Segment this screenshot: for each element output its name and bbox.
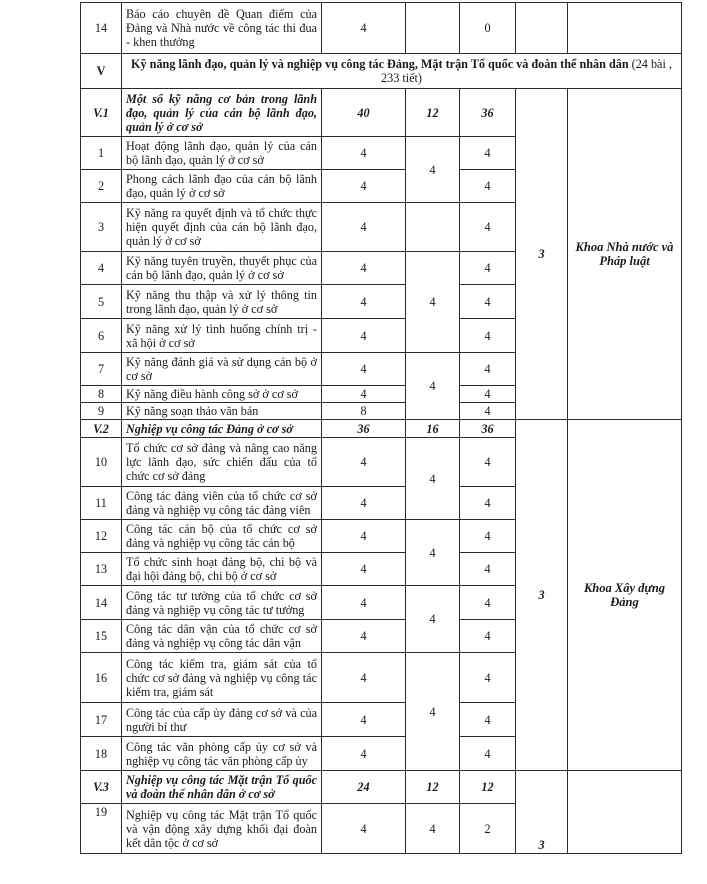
- row-number: 2: [81, 170, 122, 203]
- lesson-title: Công tác của cấp ủy đảng cơ sở và của người bí thư: [122, 703, 322, 737]
- hours-cell: 4: [322, 353, 406, 386]
- empty-cell: [406, 203, 460, 252]
- row-number: 14: [81, 586, 122, 620]
- subsection-number: V.3: [81, 771, 122, 804]
- hours-cell: 4: [460, 520, 516, 553]
- section-title-text: Kỹ năng lãnh đạo, quản lý và nghiệp vụ công tác Đảng, Mặt trận Tổ quốc và đoàn thể nhân dân: [131, 57, 629, 71]
- hours-cell: 4: [460, 403, 516, 420]
- row-number: 1: [81, 137, 122, 170]
- hours-cell: 4: [322, 703, 406, 737]
- hours-cell: 4: [322, 553, 406, 586]
- row-number: 17: [81, 703, 122, 737]
- merged-hours-cell: 4: [406, 520, 460, 586]
- hours-cell: 4: [460, 487, 516, 520]
- table-row: [81, 3, 682, 54]
- row-number: 15: [81, 620, 122, 653]
- hours-cell: 4: [322, 653, 406, 703]
- hours-cell: 4: [322, 737, 406, 771]
- row-number: 9: [81, 403, 122, 420]
- hours-cell: 4: [460, 586, 516, 620]
- row-number: 13: [81, 553, 122, 586]
- merged-hours-cell: 4: [406, 586, 460, 653]
- row-number: 5: [81, 285, 122, 319]
- hours-cell: 4: [322, 203, 406, 252]
- hours-cell: 4: [460, 620, 516, 653]
- lesson-title: Tổ chức sinh hoạt đảng bộ, chi bộ và đại hội đảng bộ, chi bộ ở cơ sở: [122, 553, 322, 586]
- hours-cell: 4: [460, 438, 516, 487]
- lesson-title: Kỹ năng thu thập và xử lý thông tin trong lãnh đạo, quản lý ở cơ sở: [122, 285, 322, 319]
- merged-value-cell: 3: [516, 420, 568, 771]
- hours-cell: 4: [322, 170, 406, 203]
- merged-hours-cell: 4: [406, 438, 460, 520]
- total-cell: 36: [322, 420, 406, 438]
- hours-cell: 4: [322, 137, 406, 170]
- hours-cell: 8: [322, 403, 406, 420]
- hours-cell: 0: [460, 3, 516, 54]
- lesson-title: Công tác đảng viên của tổ chức cơ sở đảng và nghiệp vụ công tác đảng viên: [122, 487, 322, 520]
- total-cell: 36: [460, 420, 516, 438]
- total-cell: 36: [460, 89, 516, 137]
- hours-cell: 4: [322, 487, 406, 520]
- row-number: 12: [81, 520, 122, 553]
- hours-cell: 4: [322, 438, 406, 487]
- hours-cell: 4: [460, 737, 516, 771]
- hours-cell: 4: [322, 520, 406, 553]
- subsection-number: V.1: [81, 89, 122, 137]
- empty-cell: [516, 3, 568, 54]
- hours-cell: 4: [460, 137, 516, 170]
- lesson-title: Hoạt động lãnh đạo, quản lý của cán bộ lãnh đạo, quản lý ở cơ sở: [122, 137, 322, 170]
- section-title-suffix: (24 bài , 233 tiết): [381, 57, 672, 85]
- lesson-title: Công tác cán bộ của tổ chức cơ sở đảng và nghiệp vụ công tác cán bộ: [122, 520, 322, 553]
- hours-cell: 4: [322, 586, 406, 620]
- hours-cell: 4: [460, 319, 516, 353]
- row-number: 8: [81, 386, 122, 403]
- subsection-title: Nghiệp vụ công tác Mặt trận Tổ quốc và đoàn thể nhân dân ở cơ sở: [122, 771, 322, 804]
- department-cell: Khoa Xây dựng Đảng: [568, 420, 682, 771]
- total-cell: 12: [406, 89, 460, 137]
- subsection-title: Một số kỹ năng cơ bản trong lãnh đạo, quản lý của cán bộ lãnh đạo, quản lý ở cơ sở: [122, 89, 322, 137]
- empty-cell: [406, 3, 460, 54]
- lesson-title: Tổ chức cơ sở đảng và nâng cao năng lực lãnh đạo, sức chiến đấu của tổ chức cơ sở đảng: [122, 438, 322, 487]
- hours-cell: 4: [460, 353, 516, 386]
- row-number: 11: [81, 487, 122, 520]
- row-number: 14: [81, 3, 122, 54]
- hours-cell: 4: [322, 319, 406, 353]
- hours-cell: 4: [460, 653, 516, 703]
- lesson-title: Kỹ năng đánh giá và sử dụng cán bộ ở cơ sở: [122, 353, 322, 386]
- subsection-row: [81, 420, 682, 438]
- empty-cell: [568, 771, 682, 854]
- lesson-title: Nghiệp vụ công tác Mặt trận Tổ quốc và vận động xây dựng khối đại đoàn kết dân tộc ở cơ sở: [122, 804, 322, 854]
- lesson-title: Kỹ năng điều hành công sở ở cơ sở: [122, 386, 322, 403]
- hours-cell: 4: [460, 386, 516, 403]
- row-number: 6: [81, 319, 122, 353]
- hours-cell: 4: [460, 170, 516, 203]
- section-row: [81, 54, 682, 89]
- row-number: 4: [81, 252, 122, 285]
- lesson-title: Công tác văn phòng cấp ủy cơ sở và nghiệp vụ công tác văn phòng cấp ủy: [122, 737, 322, 771]
- hours-cell: 4: [460, 553, 516, 586]
- lesson-title: Công tác tư tưởng của tổ chức cơ sở đảng và nghiệp vụ công tác tư tưởng: [122, 586, 322, 620]
- hours-cell: 4: [460, 203, 516, 252]
- hours-cell: 4: [322, 285, 406, 319]
- lesson-title: Kỹ năng soạn thảo văn bản: [122, 403, 322, 420]
- section-title: [122, 54, 682, 89]
- lesson-title: Báo cáo chuyên đề Quan điểm của Đảng và Nhà nước về công tác thi đua - khen thưởng: [122, 3, 322, 54]
- subsection-number: V.2: [81, 420, 122, 438]
- hours-cell: 4: [460, 285, 516, 319]
- row-number: 16: [81, 653, 122, 703]
- hours-cell: 4: [322, 620, 406, 653]
- hours-cell: 4: [460, 703, 516, 737]
- lesson-title: Phong cách lãnh đạo của cán bộ lãnh đạo, quản lý ở cơ sở: [122, 170, 322, 203]
- total-cell: 24: [322, 771, 406, 804]
- row-number: 10: [81, 438, 122, 487]
- subsection-row: [81, 771, 682, 804]
- total-cell: 40: [322, 89, 406, 137]
- merged-hours-cell: 4: [406, 137, 460, 203]
- row-number: 19: [81, 804, 122, 854]
- hours-cell: 4: [322, 252, 406, 285]
- lesson-title: Kỹ năng ra quyết định và tổ chức thực hiện quyết định của cán bộ lãnh đạo, quản lý ở cơ sở: [122, 203, 322, 252]
- total-cell: 16: [406, 420, 460, 438]
- row-number: 3: [81, 203, 122, 252]
- lesson-title: Công tác dân vận của tổ chức cơ sở đảng và nghiệp vụ công tác dân vận: [122, 620, 322, 653]
- row-number: 18: [81, 737, 122, 771]
- lesson-title: Công tác kiểm tra, giám sát của tổ chức cơ sở đảng và nghiệp vụ công tác kiểm tra, giám sát: [122, 653, 322, 703]
- subsection-title: Nghiệp vụ công tác Đảng ở cơ sở: [122, 420, 322, 438]
- row-number: 7: [81, 353, 122, 386]
- lesson-title: Kỹ năng tuyên truyền, thuyết phục của cán bộ lãnh đạo, quản lý ở cơ sở: [122, 252, 322, 285]
- merged-hours-cell: 4: [406, 252, 460, 353]
- hours-cell: 4: [406, 804, 460, 854]
- total-cell: 12: [460, 771, 516, 804]
- hours-cell: 4: [460, 252, 516, 285]
- subsection-row: [81, 89, 682, 137]
- merged-value-cell: 3: [516, 89, 568, 420]
- section-number: V: [81, 54, 122, 89]
- hours-cell: 4: [322, 804, 406, 854]
- lesson-title: Kỹ năng xử lý tình huống chính trị - xã hội ở cơ sở: [122, 319, 322, 353]
- hours-cell: 2: [460, 804, 516, 854]
- merged-hours-cell: 4: [406, 353, 460, 420]
- curriculum-table: [80, 2, 682, 854]
- merged-value-cell: 3: [516, 771, 568, 854]
- hours-cell: 4: [322, 3, 406, 54]
- merged-hours-cell: 4: [406, 653, 460, 771]
- department-cell: Khoa Nhà nước và Pháp luật: [568, 89, 682, 420]
- empty-cell: [568, 3, 682, 54]
- hours-cell: 4: [322, 386, 406, 403]
- total-cell: 12: [406, 771, 460, 804]
